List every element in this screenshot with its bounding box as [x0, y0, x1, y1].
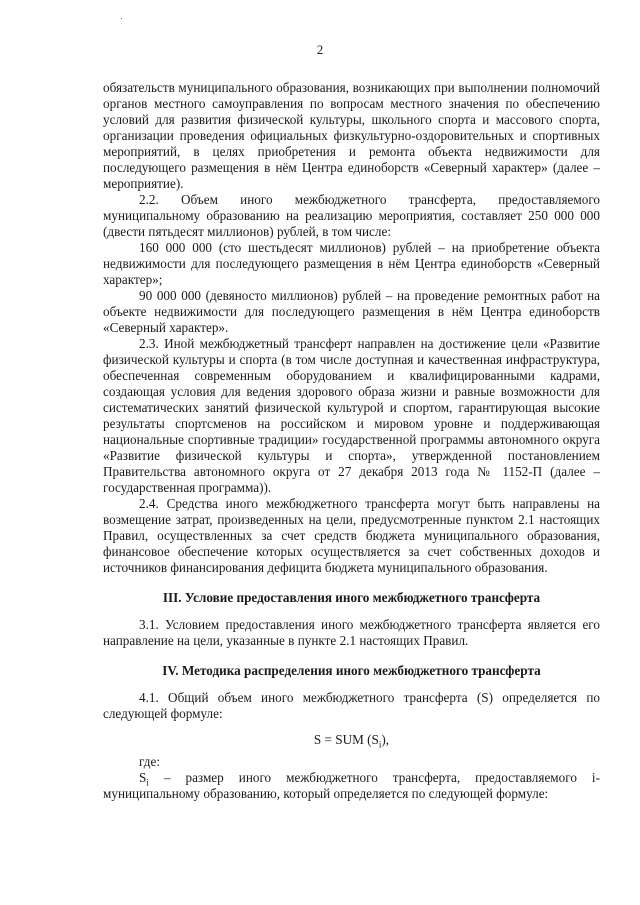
paragraph-2-4: 2.4. Средства иного межбюджетного трансферта могут быть направлены на возмещение затрат, произведенных на цели, предусмотренные пунктом 2.1 настоящих Правил, осуществленных за счет средств бюджета муниципального образования, финансовое обеспечение которых осуществляется за счет собственных доходов и источников финансирования дефицита бюджета муниципального образования.	[103, 496, 600, 575]
si-symbol: S	[139, 770, 147, 785]
section-heading-iv: IV. Методика распределения иного межбюджетного трансферта	[162, 663, 541, 678]
where-label: где:	[139, 754, 160, 769]
paragraph-3-1: 3.1. Условием предоставления иного межбюджетного трансферта является его направление на цели, указанные в пункте 2.1 настоящих Правил.	[103, 617, 600, 648]
si-subscript: i	[146, 777, 149, 788]
formula-main: S = SUM (S	[313, 732, 379, 747]
paragraph-obligations: обязательств муниципального образования, возникающих при выполнении полномочий органов местного самоуправления по вопросам местного значения по обеспечению условий для развития физической культуры, школьного спорта и массового спорта, организации проведения официальных физкультурно-оздоровительных и спортивных мероприятий, в целях приобретения и ремонта объекта недвижимости для последующего размещения в нём Центра единоборств «Северный характер» (далее – мероприятие).	[103, 80, 600, 191]
section-heading-iii: III. Условие предоставления иного межбюджетного трансферта	[162, 590, 541, 605]
paragraph-2-2: 2.2. Объем иного межбюджетного трансферта, предоставляемого муниципальному образованию на реализацию мероприятия, составляет 250 000 000 (двести пятьдесят миллионов) рублей, в том числе:	[103, 192, 600, 239]
si-definition-text: – размер иного межбюджетного трансферта, предоставляемого i-муниципальному образованию, который определяется по следующей формуле:	[103, 770, 600, 801]
paragraph-repair-amount: 90 000 000 (девяносто миллионов) рублей – на проведение ремонтных работ на объекте недвижимости для последующего размещения в нём Центра единоборств «Северный характер».	[103, 288, 600, 335]
formula-end: ),	[381, 732, 390, 747]
paragraph-si-definition	[103, 770, 600, 802]
paragraph-4-1: 4.1. Общий объем иного межбюджетного трансферта (S) определяется по следующей формуле:	[103, 690, 600, 721]
formula-subscript: i	[378, 739, 382, 750]
formula-total	[103, 732, 600, 748]
scan-artifact-dot	[121, 18, 122, 19]
paragraph-2-3: 2.3. Иной межбюджетный трансферт направлен на достижение цели «Развитие физической культуры и спорта (в том числе доступная и качественная инфраструктура, обеспеченная современным оборудованием и квалифицированными кадрами, создающая условия для ведения здорового образа жизни и равные возможности для систематических занятий физической культурой и спортом, гарантирующая высокие результаты спортсменов на российском и мировом уровне и поддерживающая национальные спортивные традиции» государственной программы автономного округа «Развитие физической культуры и спорта», утвержденной постановлением Правительства автономного округа от 27 декабря 2013 года № 1152-П (далее – государственная программа)).	[103, 336, 600, 495]
paragraph-acquisition-amount: 160 000 000 (сто шестьдесят миллионов) рублей – на приобретение объекта недвижимости для последующего размещения в нём Центра единоборств «Северный характер»;	[103, 240, 600, 287]
document-body	[103, 80, 600, 802]
page-number: 2	[316, 42, 324, 57]
